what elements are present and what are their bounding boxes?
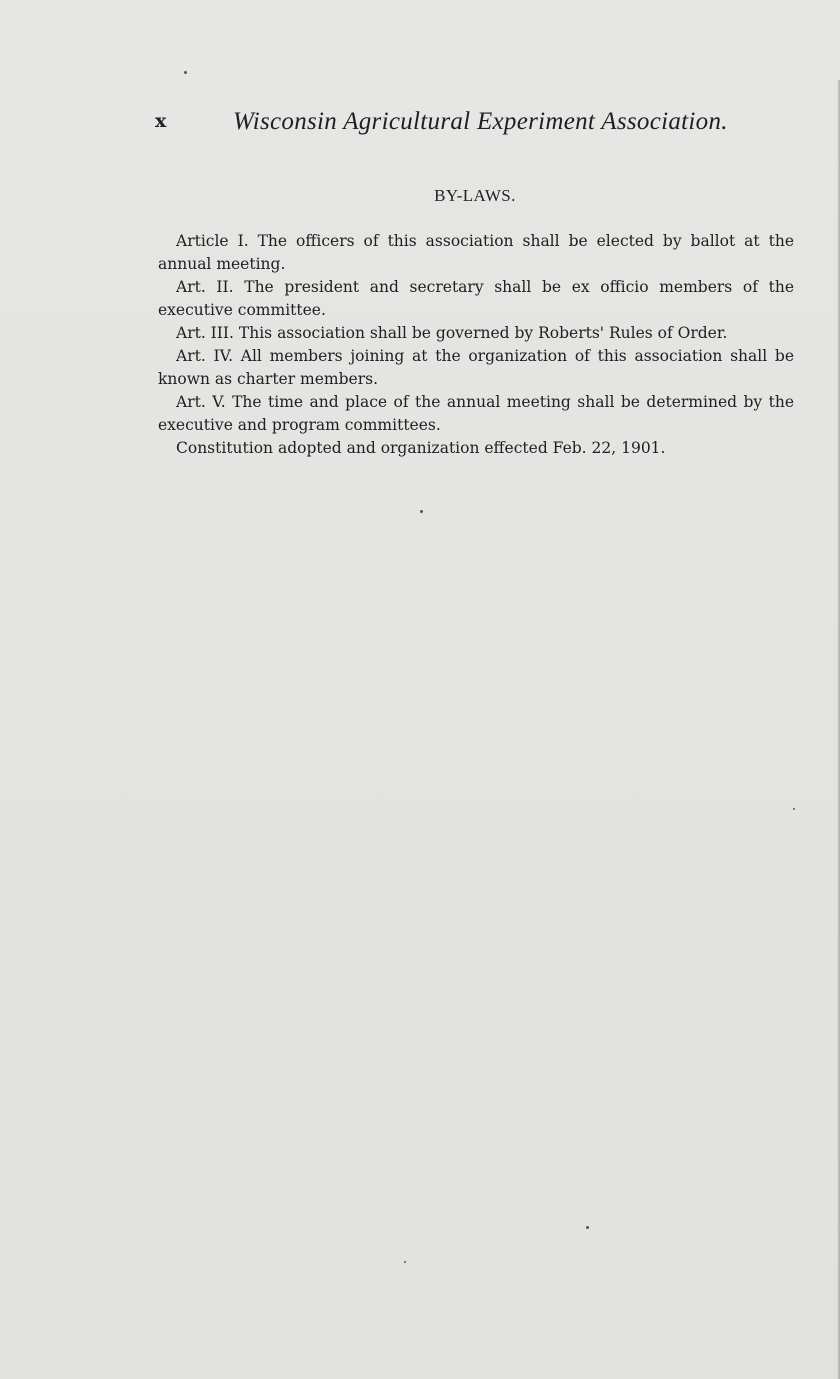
page-number: x <box>155 110 167 132</box>
paper-speck <box>793 808 795 810</box>
running-head <box>155 108 728 140</box>
paper-speck <box>184 71 187 74</box>
bylaw-article-3: Art. III. This association shall be governed by Roberts' Rules of Order. <box>176 324 728 342</box>
running-title: Wisconsin Agricultural Experiment Association. <box>233 108 728 135</box>
bylaws-body <box>158 230 794 460</box>
adoption-note: Constitution adopted and organization effected Feb. 22, 1901. <box>176 439 666 457</box>
bylaw-article-4: Art. IV. All members joining at the organization of this association shall be known as charter members. <box>158 347 794 388</box>
bylaw-article-2: Art. II. The president and secretary shall be ex officio members of the executive committee. <box>158 278 794 319</box>
bylaw-article-1: Article I. The officers of this association shall be elected by ballot at the annual meeting. <box>158 232 794 273</box>
paper-speck <box>420 510 423 513</box>
bylaw-article-5: Art. V. The time and place of the annual meeting shall be determined by the executive and program committees. <box>158 393 794 434</box>
section-heading: BY-LAWS. <box>434 186 516 205</box>
paper-speck <box>404 1261 406 1263</box>
paper-speck <box>586 1226 589 1229</box>
